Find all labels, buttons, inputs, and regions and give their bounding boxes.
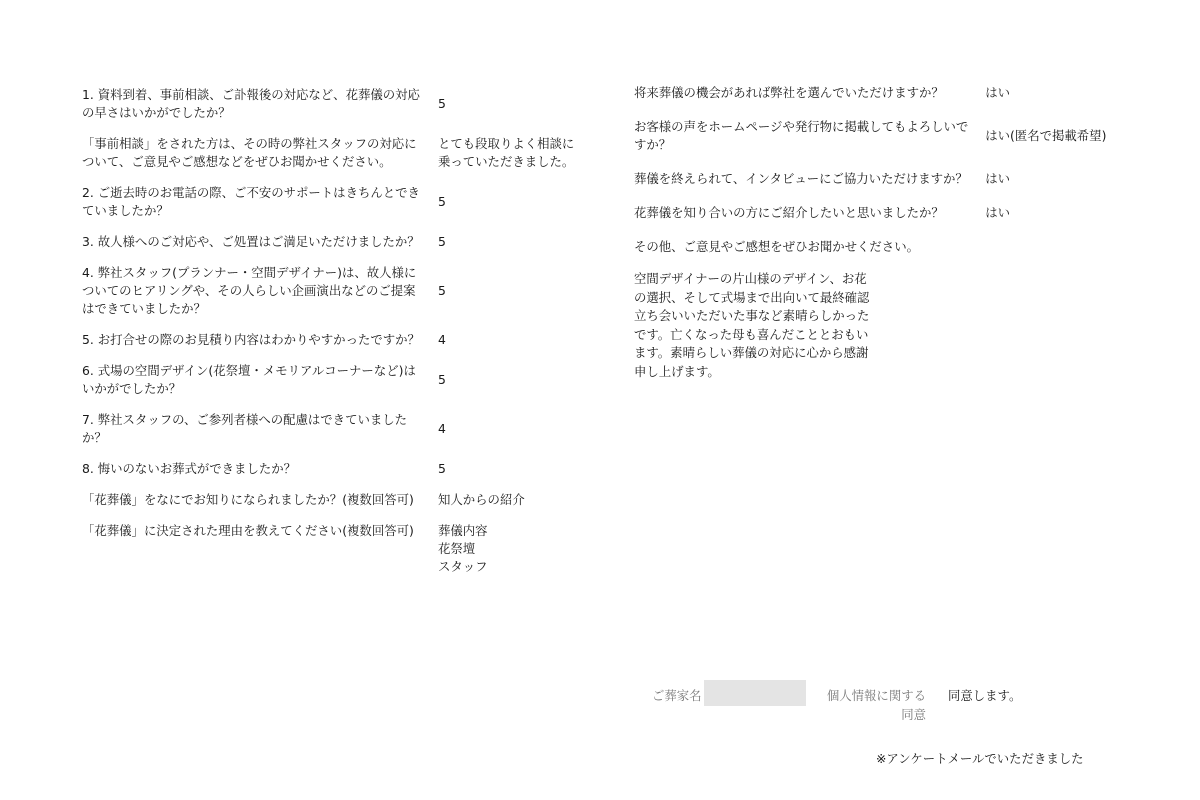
answer-text: はい	[985, 205, 1010, 220]
answer-text: 5	[438, 461, 446, 476]
answer-text: 5	[438, 283, 446, 298]
question-text: 8. 悔いのないお葬式ができましたか？	[82, 461, 297, 476]
privacy-label-line: 同意	[901, 707, 926, 722]
question-text: 「花葬儀」に決定された理由を教えてください(複数回答可)	[82, 523, 414, 538]
answer-text: はい(匿名で掲載希望)	[985, 128, 1107, 143]
question-text: 1. 資料到着、事前相談、ご訃報後の対応など、花葬儀の対応の早さはいかがでしたか？	[82, 87, 420, 120]
question-text: 4. 弊社スタッフ(プランナー・空間デザイナー)は、故人様についてのヒアリングや、その人らしい企画演出などのご提案はできていましたか？	[82, 265, 417, 316]
answer-item: 葬儀内容	[438, 523, 488, 538]
question-row-pre-consult	[82, 135, 582, 171]
question-row-publish	[634, 118, 1134, 154]
question-row-1	[82, 86, 582, 122]
answer-text: 知人からの紹介	[438, 492, 525, 507]
answer-text: 5	[438, 234, 446, 249]
question-text: 将来葬儀の機会があれば弊社を選んでいただけますか？	[634, 85, 944, 100]
question-text: 7. 弊社スタッフの、ご参列者様への配慮はできていましたか？	[82, 412, 408, 445]
answer-text: 5	[438, 194, 446, 209]
question-row-2	[82, 184, 582, 220]
answer-item: スタッフ	[438, 559, 488, 574]
question-text: 3. 故人様へのご対応や、ご処置はご満足いただけましたか？	[82, 234, 420, 249]
remarks-text: 空間デザイナーの片山様のデザイン、お花の選択、そして式場まで出向いて最終確認立ち会いいただいた事など素晴らしかったです。亡くなった母も喜んだこととおもいます。素晴らしい葬儀の対応に心から感謝申し上げます。	[634, 271, 870, 379]
question-text: 花葬儀を知り合いの方にご紹介したいと思いましたか？	[634, 205, 944, 220]
question-row-7	[82, 411, 582, 447]
privacy-label-line: 個人情報に関する	[826, 688, 926, 703]
question-row-how-known	[82, 491, 582, 509]
question-row-reason	[82, 522, 582, 576]
answer-text: 4	[438, 332, 446, 347]
question-text: 5. お打合せの際のお見積り内容はわかりやすかったですか？	[82, 332, 420, 347]
family-name-label: ご葬家名	[652, 688, 702, 703]
privacy-consent-value: 同意します。	[948, 688, 1022, 703]
source-note: ※アンケートメールでいただきました	[876, 751, 1084, 766]
question-row-future	[634, 84, 1134, 102]
question-row-recommend	[634, 204, 1134, 222]
question-text: お客様の声をホームページや発行物に掲載してもよろしいですか？	[634, 119, 969, 152]
answer-text: はい	[985, 171, 1010, 186]
question-row-interview	[634, 170, 1134, 188]
question-text: 「事前相談」をされた方は、その時の弊社スタッフの対応について、ご意見やご感想などをぜひお聞かせください。	[82, 136, 417, 169]
question-text: 「花葬儀」をなにでお知りになられましたか？(複数回答可)	[82, 492, 414, 507]
question-row-3	[82, 233, 582, 251]
answer-text: 5	[438, 372, 446, 387]
question-text: 葬儀を終えられて、インタビューにご協力いただけますか？	[634, 171, 968, 186]
answer-text: 5	[438, 96, 446, 111]
question-text: 6. 式場の空間デザイン(花祭壇・メモリアルコーナーなど)はいかがでしたか？	[82, 363, 416, 396]
question-text: 2. ご逝去時のお電話の際、ご不安のサポートはきちんとできていましたか？	[82, 185, 420, 218]
question-row-5	[82, 331, 582, 349]
left-column	[82, 86, 582, 589]
answer-text: とても段取りよく相談に乗っていただきました。	[438, 136, 575, 169]
answer-text: はい	[985, 85, 1010, 100]
answer-item: 花祭壇	[438, 541, 476, 556]
answer-text: 4	[438, 421, 446, 436]
question-row-4	[82, 264, 582, 318]
privacy-consent-label	[816, 686, 926, 724]
right-column	[634, 84, 1134, 381]
footer	[652, 684, 1152, 724]
family-name-redacted-box	[704, 680, 806, 706]
question-row-8	[82, 460, 582, 478]
answer-list	[438, 522, 578, 576]
question-row-6	[82, 362, 582, 398]
remarks-label: その他、ご意見やご感想をぜひお聞かせください。	[634, 239, 919, 254]
